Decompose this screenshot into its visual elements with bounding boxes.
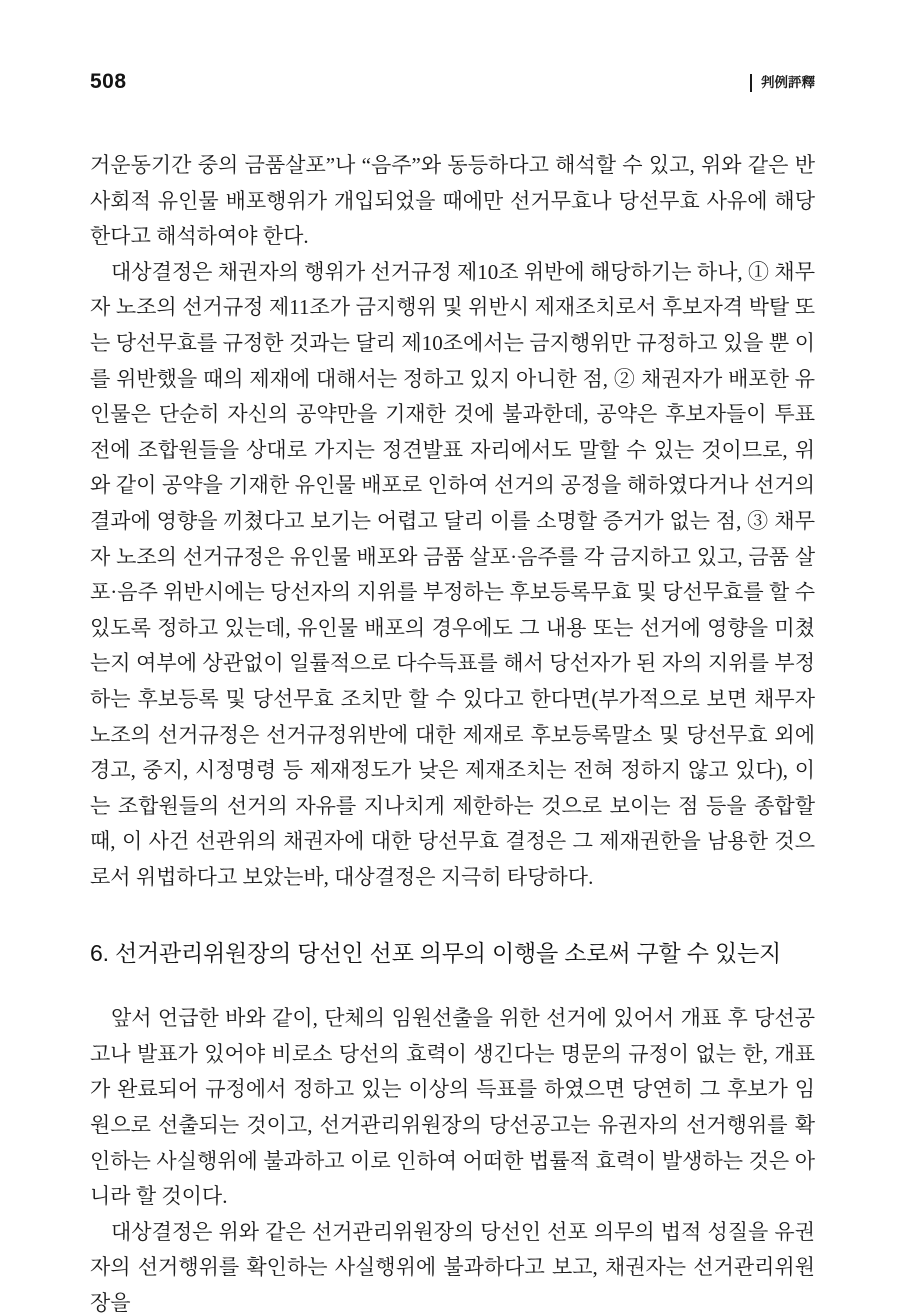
- document-body: [90, 148, 815, 1314]
- page-header: [90, 62, 815, 94]
- section-heading-6: 6. 선거관리위원장의 당선인 선포 의무의 이행을 소로써 구할 수 있는지: [90, 940, 781, 967]
- running-title: 判例評釋: [750, 74, 815, 92]
- paragraph-continuation: 거운동기간 중의 금품살포”나 “음주”와 동등하다고 해석할 수 있고, 위와 같은 반사회적 유인물 배포행위가 개입되었을 때에만 선거무효나 당선무효 사유에 해당한다고 해석하여야 한다.: [90, 153, 815, 249]
- page-number: 508: [90, 70, 127, 93]
- paragraph-election-effect: 앞서 언급한 바와 같이, 단체의 임원선출을 위한 선거에 있어서 개표 후 당선공고나 발표가 있어야 비로소 당선의 효력이 생긴다는 명문의 규정이 없는 한, 개표가 완료되어 규정에서 정하고 있는 이상의 득표를 하였으면 당연히 그 후보가 임원으로 선출되는 것이고, 선거관리위원장의 당선공고는 유권자의 선거행위를 확인하는 사실행위에 불과하고 이로 인하여 어떠한 법률적 효력이 발생하는 것은 아니라 할 것이다.: [90, 1006, 815, 1209]
- paragraph-decision-nature: 대상결정은 위와 같은 선거관리위원장의 당선인 선포 의무의 법적 성질을 유권자의 선거행위를 확인하는 사실행위에 불과하다고 보고, 채권자는 선거관리위원장을: [90, 1219, 815, 1314]
- paragraph-decision-analysis: 대상결정은 채권자의 행위가 선거규정 제10조 위반에 해당하기는 하나, ① 채무자 노조의 선거규정 제11조가 금지행위 및 위반시 제재조치로서 후보자격 박탈 또는 당선무효를 규정한 것과는 달리 제10조에서는 금지행위만 규정하고 있을 뿐 이를 위반했을 때의 제재에 대해서는 정하고 있지 아니한 점, ② 채권자가 배포한 유인물은 단순히 자신의 공약만을 기재한 것에 불과한데, 공약은 후보자들이 투표 전에 조합원들을 상대로 가지는 정견발표 자리에서도 말할 수 있는 것이므로, 위와 같이 공약을 기재한 유인물 배포로 인하여 선거의 공정을 해하였다거나 선거의 결과에 영향을 끼쳤다고 보기는 어렵고 달리 이를 소명할 증거가 없는 점, ③ 채무자 노조의 선거규정은 유인물 배포와 금품 살포·음주를 각 금지하고 있고, 금품 살포·음주 위반시에는 당선자의 지위를 부정하는 후보등록무효 및 당선무효를 할 수 있도록 정하고 있는데, 유인물 배포의 경우에도 그 내용 또는 선거에 영향을 미쳤는지 여부에 상관없이 일률적으로 다수득표를 해서 당선자가 된 자의 지위를 부정하는 후보등록 및 당선무효 조치만 할 수 있다고 한다면(부가적으로 보면 채무자 노조의 선거규정은 선거규정위반에 대한 제재로 후보등록말소 및 당선무효 외에 경고, 중지, 시정명령 등 제재정도가 낮은 제재조치는 전혀 정하지 않고 있다), 이는 조합원들의 선거의 자유를 지나치게 제한하는 것으로 보이는 점 등을 종합할 때, 이 사건 선관위의 채권자에 대한 당선무효 결정은 그 제재권한을 남용한 것으로서 위법하다고 보았는바, 대상결정은 지극히 타당하다.: [90, 259, 815, 889]
